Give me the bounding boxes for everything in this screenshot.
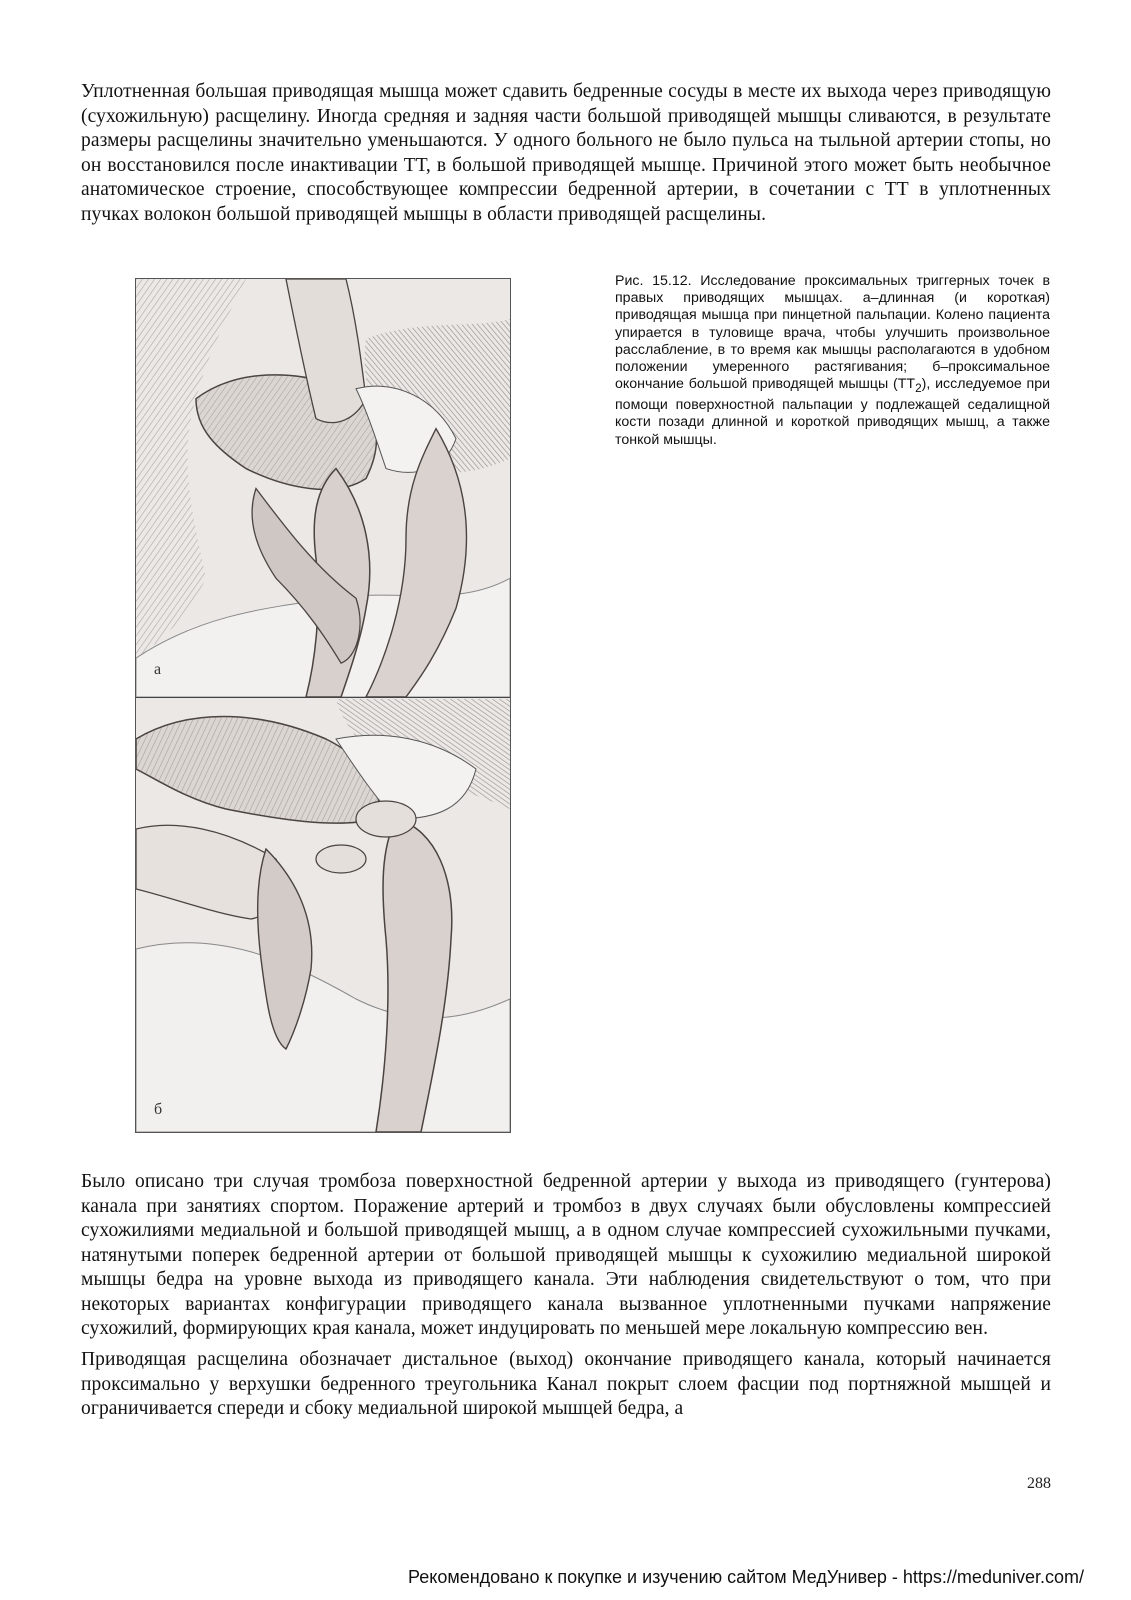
illustration-a bbox=[136, 279, 510, 697]
footer-recommendation: Рекомендовано к покупке и изучению сайтом МедУнивер - https://meduniver.com/ bbox=[408, 1567, 1084, 1587]
figure-caption: Рис. 15.12. Исследование проксимальных триггерных точек в правых приводящих мышцах. а–длинная (и короткая) приводящая мышца при пинцетной пальпации. Колено пациента упирается в туловище врача, чтобы улучшить произвольное расслабление, в то время как мышцы располагаются в удобном положении умеренного растягивания; б–проксимальное окончание большой приводящей мышцы $(ТТ_2)$, исследуемое при помощи поверхностной пальпации у подлежащей седалищной кости позади длинной и короткой приводящих мышц, а также тонкой мышцы. bbox=[615, 273, 1051, 448]
caption-subscript: 2 bbox=[915, 381, 922, 396]
panel-a-label: а bbox=[154, 661, 162, 678]
paragraph-adductor-hiatus: Приводящая расщелина обозначает дистальное (выход) окончание приводящего канала, который начинается проксимально у верхушки бедренного треугольника Канал покрыт слоем фасции под портняжной мышцей и ограничивается спереди и сбоку медиальной широкой мышцей бедра, а bbox=[81, 1349, 1051, 1419]
figure-panel-b bbox=[136, 699, 510, 1132]
panel-b-label: б bbox=[154, 1101, 163, 1118]
paragraph-adductor-compression: Уплотненная большая приводящая мышца может сдавить бедренные сосуды в месте их выхода через приводящую (сухожильную) расщелину. Иногда средняя и задняя части большой приводящей мышцы сливаются, в результате размеры расщелины значительно уменьшаются. У одного больного не было пульса на тыльной артерии стопы, но он восстановился после инактивации ТТ, в большой приводящей мышце. Причиной этого может быть необычное анатомическое строение, способствующее компрессии бедренной артерии, в сочетании с ТТ в уплотненных пучках волокон большой приводящей мышцы в области приводящей расщелины. bbox=[81, 81, 1051, 225]
figure-panel-a bbox=[136, 279, 510, 698]
illustration-b bbox=[136, 699, 510, 1132]
figure-15-12 bbox=[135, 278, 511, 1133]
paragraph-thrombosis-cases: Было описано три случая тромбоза поверхностной бедренной артерии у выхода из приводящего (гунтерова) канала при занятиях спортом. Поражение артерий и тромбоз в двух случаях были обусловлены компрессией сухожилиями медиальной и большой приводящей мышц, а в одном случае компрессией сухожильными пучками, натянутыми поперек бедренной артерии от большой приводящей мышцы к сухожилию медиальной широкой мышцы бедра на уровне выхода из приводящего канала. Эти наблюдения свидетельствуют о том, что при некоторых вариантах конфигурации приводящего канала вызванное уплотненными пучками напряжение сухожилий, формирующих края канала, может индуцировать по меньшей мере локальную компрессию вен. bbox=[81, 1171, 1051, 1339]
page-number: 288 bbox=[1027, 1475, 1051, 1492]
